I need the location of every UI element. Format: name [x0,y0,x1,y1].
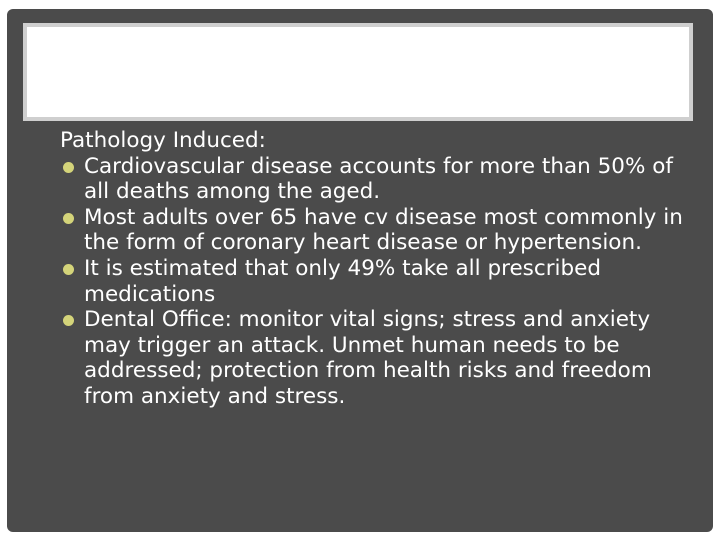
bullet-dot-icon [63,264,74,275]
bullet-dot-icon [63,162,74,173]
list-item [60,205,690,256]
bullet-dot-icon [63,213,74,224]
bullet-text: Dental Office: monitor vital signs; stress and anxiety may trigger an attack. Unmet human needs to be addressed; protection from health risks and freedom from anxiety and stress. [84,307,652,409]
list-item [60,307,690,409]
slide [7,9,713,532]
bullet-text: It is estimated that only 49% take all prescribed medications [84,255,602,307]
bullet-text: Most adults over 65 have cv disease most commonly in the form of coronary heart disease or hypertension. [84,204,683,256]
section-heading: Pathology Induced: [60,128,266,153]
title-placeholder [23,23,693,121]
list-item [60,154,690,205]
bullet-dot-icon [63,315,74,326]
bullet-list [60,154,690,410]
list-item [60,256,690,307]
bullet-text: Cardiovascular disease accounts for more than 50% of all deaths among the aged. [84,153,673,205]
slide-body [60,128,690,410]
